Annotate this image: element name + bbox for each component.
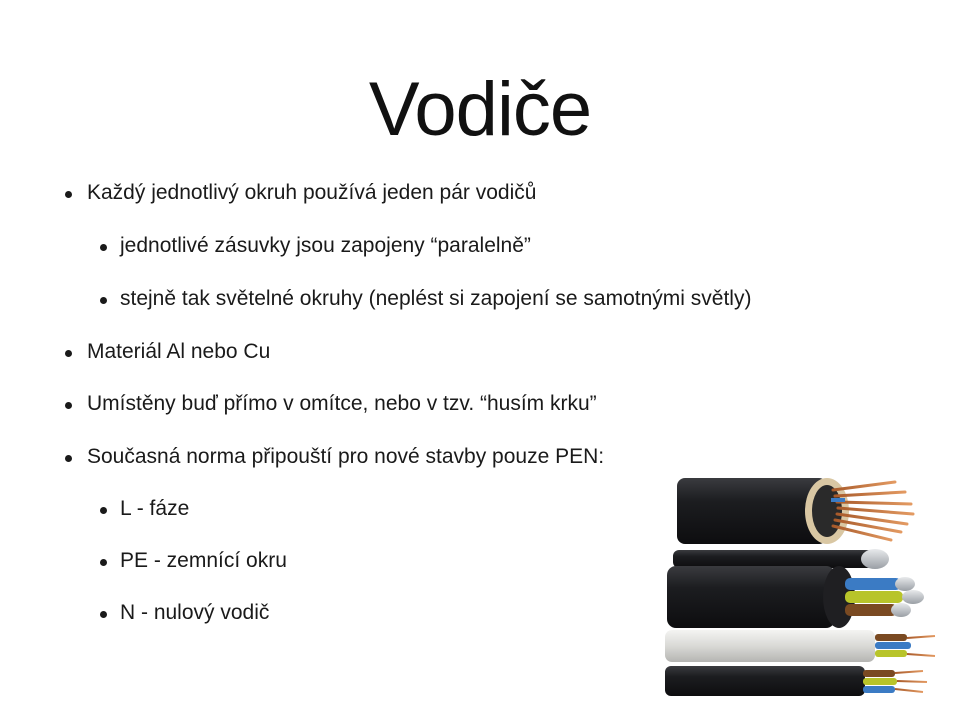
bullet-text: jednotlivé zásuvky jsou zapojeny “paralelně” bbox=[120, 234, 531, 257]
bullet-text: L - fáze bbox=[120, 497, 190, 520]
bullet-text: Materiál Al nebo Cu bbox=[87, 340, 271, 363]
bullet-dot-icon bbox=[100, 297, 107, 304]
slide-title: Vodiče bbox=[368, 67, 592, 152]
bullet-dot-icon bbox=[100, 611, 107, 618]
cable-1 bbox=[677, 478, 913, 544]
sub-bullet-item bbox=[120, 287, 751, 311]
cables-illustration bbox=[655, 470, 960, 720]
sub-bullet-item bbox=[120, 497, 189, 521]
sub-bullet-item bbox=[120, 549, 287, 573]
bullet-dot-icon bbox=[100, 507, 107, 514]
bullet-text: PE - zemnící okru bbox=[120, 549, 287, 572]
bullet-item bbox=[87, 445, 604, 469]
bullet-text: stejně tak světelné okruhy (neplést si zapojení se samotnými světly) bbox=[120, 287, 752, 310]
sub-bullet-item bbox=[120, 601, 269, 625]
bullet-text: Současná norma připouští pro nové stavby pouze PEN: bbox=[87, 445, 605, 468]
bullet-dot-icon bbox=[65, 455, 72, 462]
electrical-cables-photo bbox=[655, 470, 960, 720]
bullet-text: Každý jednotlivý okruh používá jeden pár vodičů bbox=[87, 181, 537, 204]
bullet-dot-icon bbox=[65, 402, 72, 409]
cable-4 bbox=[665, 666, 927, 696]
sub-bullet-item bbox=[120, 234, 531, 258]
bullet-item bbox=[87, 181, 536, 205]
bullet-text: Umístěny buď přímo v omítce, nebo v tzv. “husím krku” bbox=[87, 392, 597, 415]
bullet-dot-icon bbox=[65, 191, 72, 198]
bullet-item bbox=[87, 392, 597, 416]
bullet-item bbox=[87, 340, 270, 364]
cable-3 bbox=[665, 630, 939, 662]
cable-2 bbox=[667, 549, 924, 628]
bullet-dot-icon bbox=[100, 559, 107, 566]
bullet-dot-icon bbox=[100, 244, 107, 251]
bullet-dot-icon bbox=[65, 350, 72, 357]
bullet-text: N - nulový vodič bbox=[120, 601, 270, 624]
